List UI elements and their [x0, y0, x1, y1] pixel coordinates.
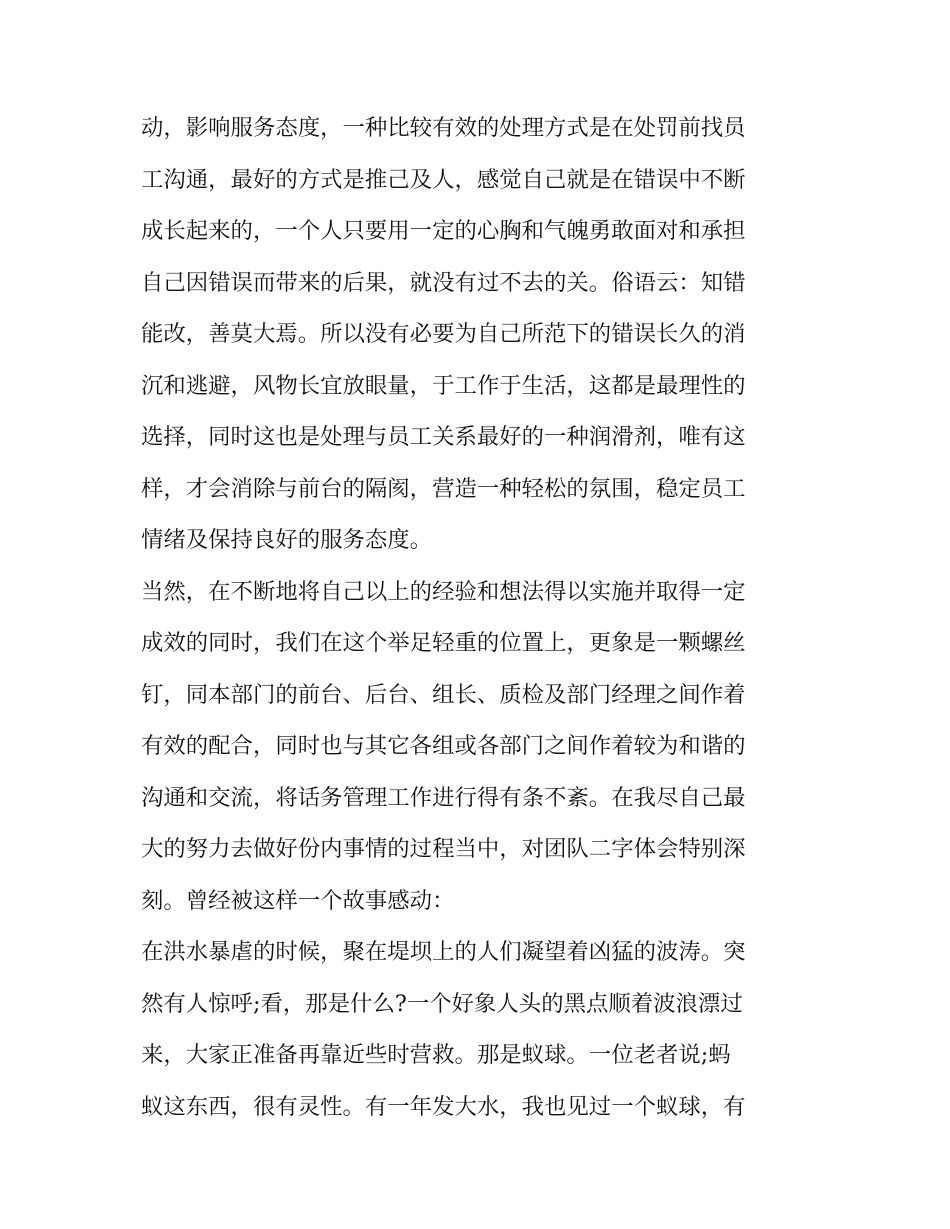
text-line: 当然，在不断地将自己以上的经验和想法得以实施并取得一定 [141, 578, 746, 605]
text-line: 情绪及保持良好的服务态度。 [141, 527, 433, 553]
text-line: 来，大家正准备再靠近些时营救。那是蚁球。一位老者说;蚂 [141, 1042, 731, 1068]
text-line: 选择，同时这也是处理与员工关系最好的一种润滑剂，唯有这 [141, 424, 746, 450]
text-line: 能改，善莫大焉。所以没有必要为自己所范下的错误长久的消 [141, 321, 746, 347]
text-line: 样，才会消除与前台的隔阂，营造一种轻松的氛围，稳定员工 [141, 475, 746, 502]
text-line: 蚁这东西，很有灵性。有一年发大水，我也见过一个蚁球，有 [141, 1093, 746, 1120]
text-line: 钉，同本部门的前台、后台、组长、质检及部门经理之间作着 [141, 681, 746, 708]
text-line: 刻。曾经被这样一个故事感动： [141, 887, 455, 914]
document-body [141, 103, 813, 1133]
text-line: 大的努力去做好份内事情的过程当中，对团队二字体会特别深 [141, 836, 746, 862]
text-line: 然有人惊呼;看，那是什么?一个好象人头的黑点顺着波浪漂过 [141, 990, 743, 1017]
text-line: 成长起来的，一个人只要用一定的心胸和气魄勇敢面对和承担 [141, 218, 746, 244]
text-line: 成效的同时，我们在这个举足轻重的位置上，更象是一颗螺丝 [141, 630, 746, 656]
text-line: 沟通和交流，将话务管理工作进行得有条不紊。在我尽自己最 [141, 784, 746, 811]
text-line: 在洪水暴虐的时候，聚在堤坝上的人们凝望着凶猛的波涛。突 [141, 939, 746, 965]
text-line: 有效的配合，同时也与其它各组或各部门之间作着较为和谐的 [141, 733, 746, 759]
text-line: 工沟通，最好的方式是推己及人，感觉自己就是在错误中不断 [141, 166, 746, 193]
text-line: 自己因错误而带来的后果，就没有过不去的关。俗语云：知错 [141, 269, 746, 296]
text-line: 沉和逃避，风物长宜放眼量，于工作于生活，这都是最理性的 [141, 372, 746, 399]
text-line: 动，影响服务态度，一种比较有效的处理方式是在处罚前找员 [141, 115, 746, 141]
